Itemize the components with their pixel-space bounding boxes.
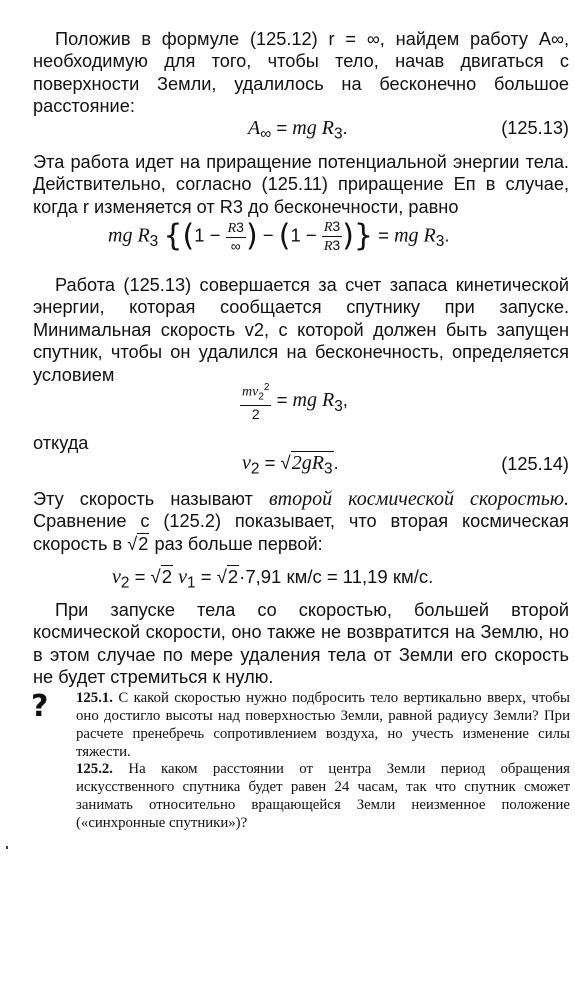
equation-125-13: $A_\infty$ = mg $R_3$.	[248, 117, 348, 143]
question-125-2	[76, 760, 570, 832]
text-speed-called: Эту скорость называют	[33, 489, 253, 509]
unit-kms: км/с	[286, 566, 322, 587]
question-125-1	[76, 689, 570, 761]
paragraph-kinetic-energy: Работа (125.13) совершается за счет запаса кинетической энергии, которая сообщается спутнику при запуске. Минимальная скорость v2, с которой должен быть запущен спутник, чтобы он удалился на бесконечность, определяется условием	[33, 275, 569, 385]
equation-125-14: $v_2 = √2gR_3$.	[242, 452, 339, 478]
paragraph-potential-energy: Эта работа идет на приращение потенциальной энергии тела. Действительно, согласно (125.11) приращение Eп в случае, когда r изменяется от R3 до бесконечности, равно	[33, 152, 569, 217]
question-text: С какой скоростью нужно подбросить тело вертикально вверх, чтобы оно достигло высоты над поверхностью Земли, равной радиусу Земли? При расчете пренебречь сопротивлением воздуха, но учесть изменение силы тяжести.	[76, 690, 570, 760]
equation-second-speed-value: $v_2 = √2$ $v_1 = √2\cdot 7,91$ км/с = 11,19 км/с.	[112, 566, 434, 592]
value-second-speed: 11,19	[342, 566, 388, 587]
value-first-speed: 7,91	[245, 566, 282, 587]
equation-escape-condition: $\frac{mv_2^2}{2}$ = mg $R_3$,	[242, 382, 348, 423]
paragraph-intro: Положив в формуле (125.12) r = ∞, найдем работу A∞, необходимую для того, чтобы тело, начав двигаться с поверхности Земли, удалилось на бесконечно большое расстояние:	[33, 29, 569, 117]
text-comparison: Сравнение с (125.2) показывает, что вторая космическая скорость в	[33, 511, 569, 554]
print-speck	[6, 846, 8, 849]
equation-number-125-13: (125.13)	[501, 118, 569, 138]
paragraph-beyond-second-speed: При запуске тела со скоростью, большей второй космической скорости, оно также не возвратится на Землю, но в этом случае по мере удаления тела от Земли его скорость не будет стремиться к нулю.	[33, 600, 569, 688]
equation-number-125-14: (125.14)	[501, 454, 569, 474]
term-second-cosmic-speed: второй космической скоростью.	[268, 488, 569, 510]
paragraph-second-cosmic-speed: Эту скорость называют второй космической скоростью. Сравнение с (125.2) показывает, что вторая космическая скорость в √2 раз больше первой:	[33, 488, 569, 554]
question-number: 125.2.	[76, 761, 113, 777]
question-mark-icon: ?	[31, 689, 49, 724]
equation-energy-increment: mg $R_3$ {(1 − $\frac{R3}{\infty}$ ) − (1 − $\frac{R3}{R3}$ )} = mg $R_3$.	[108, 218, 450, 254]
text-times-first: раз больше первой:	[154, 533, 323, 554]
question-number: 125.1.	[76, 690, 113, 706]
text-whence: откуда	[33, 433, 89, 453]
question-text: На каком расстоянии от центра Земли период обращения искусственного спутника будет равен 24 часам, так что спутник сможет занимать относительно вращающейся Земли неизменное положение («синхронные спутники»)?	[76, 761, 570, 831]
unit-kms-result: км/с.	[392, 566, 434, 587]
